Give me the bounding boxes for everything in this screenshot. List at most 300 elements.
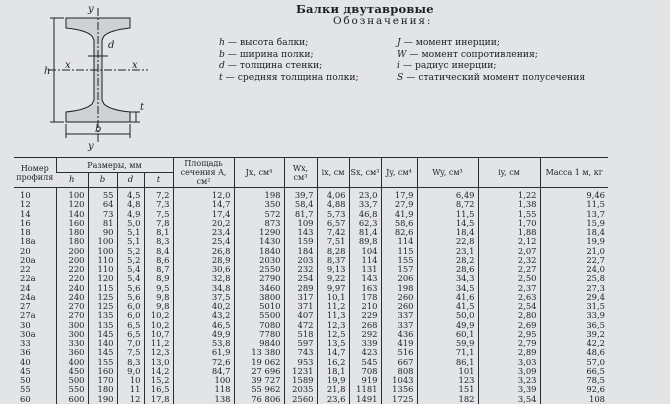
table-cell: 22,8 <box>417 237 478 246</box>
table-cell: 10,1 <box>317 293 349 302</box>
table-cell: 7,3 <box>144 200 173 209</box>
table-cell: 12,3 <box>144 348 173 357</box>
table-cell: 419 <box>381 339 417 348</box>
table-cell: 53,8 <box>173 339 234 348</box>
table-cell: 11,5 <box>540 200 608 209</box>
table-cell: 78,5 <box>540 376 608 385</box>
table-cell: 7,51 <box>317 237 349 246</box>
table-cell: 5,73 <box>317 210 349 219</box>
legend-heading: Обозначения: <box>333 15 433 27</box>
table-cell: 49,9 <box>173 330 234 339</box>
table-cell: 5,1 <box>117 228 144 237</box>
table-cell: 20a <box>20 254 36 265</box>
table-cell: 32,8 <box>173 274 234 283</box>
table-cell: 472 <box>284 321 317 330</box>
table-cell: 120 <box>56 200 88 209</box>
table-cell: 8,28 <box>317 247 349 256</box>
header-jy: Jy, см⁴ <box>381 158 417 188</box>
table-cell: 18a <box>20 236 36 247</box>
table-cell: 39 727 <box>234 376 284 385</box>
table-cell: 81,7 <box>284 210 317 219</box>
table-cell: 4,5 <box>117 188 144 201</box>
table-cell: 24 <box>20 282 31 293</box>
table-cell: 9,22 <box>317 274 349 283</box>
table-cell: 131 <box>349 265 381 274</box>
table-cell: 100 <box>88 237 117 246</box>
table-cell: 27 <box>20 301 31 311</box>
table-cell: 516 <box>381 348 417 357</box>
table-cell: 42,2 <box>540 339 608 348</box>
table-cell: 84,7 <box>173 367 234 376</box>
table-cell: 220 <box>56 274 88 283</box>
table-cell: 260 <box>381 293 417 302</box>
table-cell: 339 <box>349 339 381 348</box>
header-t: t <box>144 173 173 188</box>
table-cell: 41,9 <box>381 210 417 219</box>
table-cell: 157 <box>381 265 417 274</box>
table-cell: 34,5 <box>417 284 478 293</box>
table-cell: 140 <box>56 210 88 219</box>
table-cell: 159 <box>284 237 317 246</box>
table-cell: 123 <box>417 376 478 385</box>
table-cell: 10 <box>20 190 31 200</box>
table-cell: 317 <box>284 293 317 302</box>
table-cell: 400 <box>56 358 88 367</box>
table-cell: 2,95 <box>478 330 540 339</box>
legend-symbol: i <box>397 60 400 72</box>
table-cell: 100 <box>88 247 117 256</box>
table-cell: 2,80 <box>478 311 540 320</box>
table-cell: 28,9 <box>173 256 234 265</box>
table-cell: 11 <box>117 385 144 394</box>
table-cell: 19,9 <box>540 237 608 246</box>
table-cell: 160 <box>88 367 117 376</box>
i-beam-cross-section-diagram <box>28 2 160 152</box>
table-cell: 545 <box>349 358 381 367</box>
table-cell: 11,5 <box>417 210 478 219</box>
table-cell: 13 380 <box>234 348 284 357</box>
table-cell: 4,06 <box>317 188 349 201</box>
table-cell: 36,5 <box>540 321 608 330</box>
table-cell: 5500 <box>234 311 284 320</box>
table-cell: 1,70 <box>478 219 540 228</box>
diagram-label-y-bottom: y <box>88 141 94 152</box>
legend-symbol: J <box>397 37 401 48</box>
table-cell: 27,9 <box>381 200 417 209</box>
table-cell: 33,9 <box>540 311 608 320</box>
table-cell: 46,8 <box>349 210 381 219</box>
table-cell: 572 <box>234 210 284 219</box>
table-cell: 23,0 <box>349 188 381 201</box>
table-cell: 4,88 <box>317 200 349 209</box>
table-cell: 1,55 <box>478 210 540 219</box>
table-cell: 27 696 <box>234 367 284 376</box>
table-cell: 178 <box>349 293 381 302</box>
table-cell: 114 <box>381 237 417 246</box>
table-cell: 9,8 <box>144 302 173 311</box>
table-cell: 5,4 <box>117 274 144 283</box>
table-cell: 2,27 <box>478 265 540 274</box>
table-cell: 198 <box>234 188 284 201</box>
table-cell: 59,9 <box>417 339 478 348</box>
table-cell: 46,5 <box>173 321 234 330</box>
legend-symbol: S <box>397 71 404 83</box>
table-cell: 14 <box>20 208 31 219</box>
table-cell: 198 <box>381 284 417 293</box>
table-cell: 100 <box>56 188 88 201</box>
table-cell: 2,07 <box>478 247 540 256</box>
table-cell: 41,6 <box>417 293 478 302</box>
header-wx: Wx, см³ <box>284 158 317 188</box>
legend-text: — ширина полки; <box>224 48 314 60</box>
table-cell: 180 <box>88 385 117 394</box>
table-cell: 57,0 <box>540 358 608 367</box>
table-cell: 58,6 <box>381 219 417 228</box>
table-cell: 115 <box>88 284 117 293</box>
table-cell: 15,2 <box>144 376 173 385</box>
table-cell: 2790 <box>234 274 284 283</box>
table-cell: 48,6 <box>540 348 608 357</box>
header-ix: ix, см <box>317 158 349 188</box>
table-cell: 518 <box>284 330 317 339</box>
diagram-label-t: t <box>140 102 145 113</box>
table-cell: 6,0 <box>117 311 144 320</box>
table-cell: 182 <box>417 395 478 404</box>
table-cell: 50,0 <box>417 311 478 320</box>
table-cell: 23,6 <box>317 395 349 404</box>
legend-text: — толщина стенки; <box>224 60 323 72</box>
table-cell: 31,5 <box>540 302 608 311</box>
table-cell: 360 <box>56 348 88 357</box>
table-cell: 1290 <box>234 228 284 237</box>
table-cell: 2550 <box>234 265 284 274</box>
table-cell: 110 <box>88 265 117 274</box>
table-cell: 919 <box>349 376 381 385</box>
table-cell: 50 <box>20 375 31 385</box>
table-cell: 82,6 <box>381 228 417 237</box>
table-cell: 2,37 <box>478 284 540 293</box>
table-cell: 9,8 <box>144 293 173 302</box>
table-cell: 110 <box>88 256 117 265</box>
table-cell: 9,46 <box>540 188 608 201</box>
table-cell: 2,54 <box>478 302 540 311</box>
table-cell: 1,22 <box>478 188 540 201</box>
header-sizes: Размеры, мм <box>56 158 173 173</box>
table-cell: 3,03 <box>478 358 540 367</box>
table-cell: 2,79 <box>478 339 540 348</box>
header-profile: Номер профиля <box>14 158 56 188</box>
table-cell: 104 <box>349 247 381 256</box>
table-cell: 33 <box>20 338 31 348</box>
table-cell: 873 <box>234 219 284 228</box>
legend-line <box>219 60 359 72</box>
table-cell: 203 <box>284 256 317 265</box>
table-cell: 5,0 <box>117 219 144 228</box>
table-cell: 9,13 <box>317 265 349 274</box>
legend-symbol: W <box>397 48 407 60</box>
table-cell: 550 <box>56 385 88 394</box>
table-cell: 7,8 <box>144 219 173 228</box>
table-body <box>14 188 608 404</box>
table-cell: 13,5 <box>317 339 349 348</box>
table-cell: 33,7 <box>349 200 381 209</box>
table-cell: 12,3 <box>317 321 349 330</box>
table-cell: 600 <box>56 395 88 404</box>
table-cell: 300 <box>56 330 88 339</box>
table-cell: 45 <box>20 365 31 376</box>
table-cell: 190 <box>88 395 117 404</box>
table-cell: 101 <box>417 367 478 376</box>
table-cell: 8,37 <box>317 256 349 265</box>
table-cell: 292 <box>349 330 381 339</box>
header-iy: iy, см <box>478 158 540 188</box>
table-cell: 337 <box>381 321 417 330</box>
table-cell: 28,6 <box>417 265 478 274</box>
table-cell: 371 <box>284 302 317 311</box>
table-cell: 184 <box>284 247 317 256</box>
table-cell: 450 <box>56 367 88 376</box>
table-cell: 40,2 <box>173 302 234 311</box>
table-cell: 135 <box>88 321 117 330</box>
table-cell: 3,39 <box>478 385 540 394</box>
table-cell: 11,3 <box>317 311 349 320</box>
legend-line <box>219 72 359 84</box>
table-cell: 254 <box>284 274 317 283</box>
table-cell: 39,7 <box>284 188 317 201</box>
table-cell: 28,2 <box>417 256 478 265</box>
legend-dimensions <box>219 37 359 83</box>
table-cell: 14,7 <box>317 348 349 357</box>
table-cell: 55 962 <box>234 385 284 394</box>
table-cell: 13,0 <box>144 358 173 367</box>
table-cell: 37,5 <box>173 293 234 302</box>
table-cell: 2035 <box>284 385 317 394</box>
table-cell: 8,3 <box>117 358 144 367</box>
header-d: d <box>117 173 144 188</box>
table-cell: 808 <box>381 367 417 376</box>
table-cell: 500 <box>56 376 88 385</box>
table-cell: 22 <box>20 264 31 274</box>
legend-line <box>219 37 359 49</box>
table-cell: 55 <box>20 384 31 395</box>
table-cell: 25,4 <box>173 237 234 246</box>
table-cell: 145 <box>88 348 117 357</box>
diagram-label-h: h <box>44 66 51 77</box>
table-cell: 3800 <box>234 293 284 302</box>
table-cell: 1589 <box>284 376 317 385</box>
legend-line <box>397 37 585 49</box>
table-cell: 140 <box>88 339 117 348</box>
table-cell: 114 <box>349 256 381 265</box>
table-cell: 14,7 <box>173 200 234 209</box>
table-cell: 61,9 <box>173 348 234 357</box>
table-cell: 10,7 <box>144 330 173 339</box>
table-cell: 5,2 <box>117 247 144 256</box>
table-cell: 200 <box>56 256 88 265</box>
table-cell: 14,2 <box>144 367 173 376</box>
table-cell: 9,5 <box>144 284 173 293</box>
legend-line <box>397 60 585 72</box>
table-cell: 19,9 <box>317 376 349 385</box>
table-cell: 170 <box>88 376 117 385</box>
table-cell: 10 <box>117 376 144 385</box>
table-cell: 160 <box>56 219 88 228</box>
table-cell: 229 <box>349 311 381 320</box>
table-cell: 22a <box>20 273 36 284</box>
table-cell: 210 <box>349 302 381 311</box>
table-cell: 3460 <box>234 284 284 293</box>
table-cell: 16,2 <box>317 358 349 367</box>
table-cell: 23,4 <box>173 228 234 237</box>
table-cell: 12,5 <box>317 330 349 339</box>
table-cell: 2,89 <box>478 348 540 357</box>
table-cell: 115 <box>381 247 417 256</box>
table-cell: 60,1 <box>417 330 478 339</box>
table-cell: 407 <box>284 311 317 320</box>
table-cell: 5,6 <box>117 293 144 302</box>
table-cell: 13,7 <box>540 210 608 219</box>
table-cell: 4,8 <box>117 200 144 209</box>
table-cell: 24,0 <box>540 265 608 274</box>
table-cell: 270 <box>56 311 88 320</box>
table-cell: 76 806 <box>234 395 284 404</box>
table-cell: 19 062 <box>234 358 284 367</box>
table-cell: 22,7 <box>540 256 608 265</box>
table-cell: 1231 <box>284 367 317 376</box>
table-cell: 337 <box>381 311 417 320</box>
table-row <box>14 395 608 404</box>
header-wy: Wy, см³ <box>417 158 478 188</box>
table-cell: 423 <box>349 348 381 357</box>
table-cell: 7,5 <box>144 210 173 219</box>
table-cell: 39,2 <box>540 330 608 339</box>
table-cell: 3,54 <box>478 395 540 404</box>
table-cell: 81,4 <box>349 228 381 237</box>
table-cell: 8,4 <box>144 247 173 256</box>
table-cell: 240 <box>56 284 88 293</box>
table-cell: 18 <box>20 227 31 237</box>
legend-symbol: b <box>219 48 225 60</box>
table-cell: 108 <box>540 395 608 404</box>
table-cell: 8,1 <box>144 228 173 237</box>
table-cell: 12,0 <box>173 188 234 201</box>
table-cell: 24a <box>20 291 36 302</box>
table-cell: 8,3 <box>144 237 173 246</box>
table-cell: 27,3 <box>540 284 608 293</box>
table-cell: 330 <box>56 339 88 348</box>
table-cell: 5010 <box>234 302 284 311</box>
legend-line <box>397 72 585 84</box>
table-cell: 9840 <box>234 339 284 348</box>
table-cell: 5,2 <box>117 256 144 265</box>
table-cell: 20,2 <box>173 219 234 228</box>
table-cell: 2030 <box>234 256 284 265</box>
header-sx: Sx, см³ <box>349 158 381 188</box>
diagram-label-d: d <box>108 40 115 51</box>
table-cell: 20 <box>20 245 31 256</box>
table-cell: 16 <box>20 217 31 228</box>
table-cell: 1,38 <box>478 200 540 209</box>
table-cell: 143 <box>349 274 381 283</box>
table-cell: 138 <box>173 395 234 404</box>
header-h: h <box>56 173 88 188</box>
table-cell: 30a <box>20 328 36 339</box>
table-cell: 81 <box>88 219 117 228</box>
table-cell: 29,4 <box>540 293 608 302</box>
table-cell: 4,9 <box>117 210 144 219</box>
header-mass: Масса 1 м, кг <box>540 158 608 188</box>
table-cell: 6,57 <box>317 219 349 228</box>
table-cell: 145 <box>88 330 117 339</box>
table-cell: 9,0 <box>117 367 144 376</box>
table-cell: 200 <box>56 247 88 256</box>
table-cell: 23,1 <box>417 247 478 256</box>
table-cell: 350 <box>234 200 284 209</box>
table-cell: 270 <box>56 302 88 311</box>
table-cell: 18,4 <box>417 228 478 237</box>
table-cell: 1840 <box>234 247 284 256</box>
header-jx: Jx, см⁴ <box>234 158 284 188</box>
table-cell: 12 <box>20 199 31 210</box>
table-cell: 232 <box>284 265 317 274</box>
table-cell: 597 <box>284 339 317 348</box>
table-cell: 268 <box>349 321 381 330</box>
table-cell: 8,9 <box>144 274 173 283</box>
table-cell: 41,5 <box>417 302 478 311</box>
table-cell: 240 <box>56 293 88 302</box>
header-area: Площадь сечения A, см² <box>173 158 234 188</box>
table-cell: 118 <box>173 385 234 394</box>
table-cell: 30 <box>20 319 31 330</box>
table-cell: 15,9 <box>540 219 608 228</box>
legend-symbol: d <box>219 60 225 72</box>
table-cell: 6,0 <box>117 302 144 311</box>
table-cell: 6,5 <box>117 330 144 339</box>
table-cell: 14,5 <box>417 219 478 228</box>
table-cell: 5,1 <box>117 237 144 246</box>
table-cell: 100 <box>173 376 234 385</box>
table-cell: 7080 <box>234 321 284 330</box>
table-cell: 12 <box>117 395 144 404</box>
table-cell: 21,8 <box>317 385 349 394</box>
table-cell: 66,5 <box>540 367 608 376</box>
table-cell: 62,3 <box>349 219 381 228</box>
table-cell: 7,5 <box>117 348 144 357</box>
table-cell: 36 <box>20 347 31 358</box>
diagram-label-b: b <box>95 124 102 135</box>
table-cell: 8,6 <box>144 256 173 265</box>
table-cell: 18,4 <box>540 228 608 237</box>
table-cell: 1356 <box>381 385 417 394</box>
beam-properties-table <box>14 157 608 404</box>
table-cell: 2,50 <box>478 274 540 283</box>
legend-symbol: t <box>219 71 223 83</box>
table-cell: 953 <box>284 358 317 367</box>
table-cell: 2,63 <box>478 293 540 302</box>
table-cell: 26,8 <box>173 247 234 256</box>
legend-text: — момент инерции; <box>400 37 500 48</box>
table-cell: 25,8 <box>540 274 608 283</box>
table-cell: 11,2 <box>144 339 173 348</box>
legend-properties <box>397 37 585 83</box>
table-cell: 27a <box>20 310 36 321</box>
table-cell: 3,23 <box>478 376 540 385</box>
table-cell: 6,5 <box>117 321 144 330</box>
table-cell: 6,49 <box>417 188 478 201</box>
table-cell: 49,9 <box>417 321 478 330</box>
table-cell: 1181 <box>349 385 381 394</box>
table-cell: 17,8 <box>144 395 173 404</box>
